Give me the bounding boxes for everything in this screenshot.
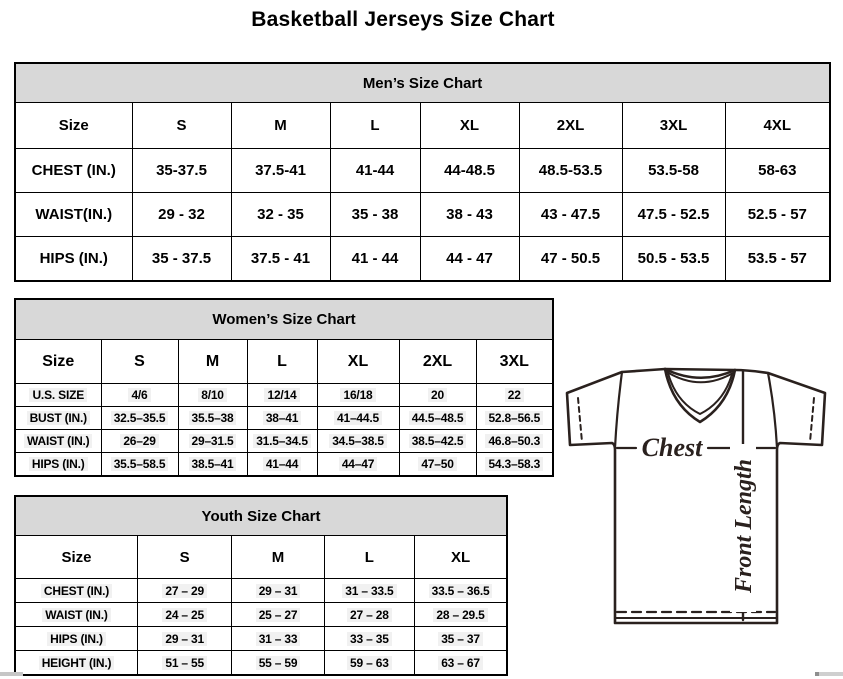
youth-size-table <box>14 495 508 676</box>
table-row <box>15 651 507 676</box>
row-label: HIPS (IN.) <box>15 627 137 651</box>
table-cell: 47 - 50.5 <box>519 237 622 282</box>
table-cell: 33 – 35 <box>324 627 414 651</box>
table-cell: 50.5 - 53.5 <box>622 237 725 282</box>
youth-table-title: Youth Size Chart <box>15 496 507 536</box>
column-header: Size <box>15 536 137 579</box>
column-header: XL <box>317 340 399 384</box>
table-cell: 41-44 <box>330 149 420 193</box>
table-cell: 41 - 44 <box>330 237 420 282</box>
table-row <box>15 496 507 536</box>
table-cell: 38.5–41 <box>178 453 247 477</box>
row-label: WAIST (IN.) <box>15 430 101 453</box>
table-cell: 8/10 <box>178 384 247 407</box>
column-header: M <box>231 103 330 149</box>
table-cell: 41–44 <box>247 453 317 477</box>
row-label: WAIST(IN.) <box>15 193 132 237</box>
table-cell: 58-63 <box>725 149 830 193</box>
table-cell: 47–50 <box>399 453 476 477</box>
jersey-measurement-diagram <box>556 358 843 672</box>
scrollbar-fragment-left[interactable] <box>0 672 23 676</box>
table-cell: 35.5–58.5 <box>101 453 178 477</box>
column-header: 4XL <box>725 103 830 149</box>
table-row <box>15 63 830 103</box>
table-cell: 33.5 – 36.5 <box>415 579 507 603</box>
table-cell: 29 – 31 <box>232 579 324 603</box>
column-header: L <box>330 103 420 149</box>
table-cell: 55 – 59 <box>232 651 324 676</box>
table-cell: 24 – 25 <box>137 603 231 627</box>
row-label: HIPS (IN.) <box>15 453 101 477</box>
column-header: M <box>178 340 247 384</box>
column-header: Size <box>15 340 101 384</box>
row-label: U.S. SIZE <box>15 384 101 407</box>
table-cell: 48.5-53.5 <box>519 149 622 193</box>
table-row <box>15 430 553 453</box>
table-cell: 16/18 <box>317 384 399 407</box>
row-label: BUST (IN.) <box>15 407 101 430</box>
row-label: HEIGHT (IN.) <box>15 651 137 676</box>
table-cell: 31.5–34.5 <box>247 430 317 453</box>
table-row <box>15 536 507 579</box>
row-label: WAIST (IN.) <box>15 603 137 627</box>
womens-size-table <box>14 298 554 477</box>
table-cell: 35.5–38 <box>178 407 247 430</box>
table-cell: 31 – 33 <box>232 627 324 651</box>
table-row <box>15 149 830 193</box>
column-header: S <box>132 103 231 149</box>
table-cell: 44-48.5 <box>420 149 519 193</box>
table-cell: 41–44.5 <box>317 407 399 430</box>
chest-label: Chest <box>641 433 703 462</box>
column-header: L <box>324 536 414 579</box>
table-cell: 38–41 <box>247 407 317 430</box>
table-cell: 35-37.5 <box>132 149 231 193</box>
womens-table-title: Women’s Size Chart <box>15 299 553 340</box>
table-cell: 46.8–50.3 <box>476 430 553 453</box>
row-label: CHEST (IN.) <box>15 579 137 603</box>
scrollbar-fragment-right[interactable] <box>819 672 843 676</box>
table-cell: 38.5–42.5 <box>399 430 476 453</box>
table-row <box>15 237 830 282</box>
column-header: S <box>101 340 178 384</box>
table-row <box>15 193 830 237</box>
column-header: XL <box>420 103 519 149</box>
column-header: 3XL <box>622 103 725 149</box>
column-header: L <box>247 340 317 384</box>
table-cell: 22 <box>476 384 553 407</box>
table-cell: 35 – 37 <box>415 627 507 651</box>
table-cell: 34.5–38.5 <box>317 430 399 453</box>
column-header: Size <box>15 103 132 149</box>
column-header: M <box>232 536 324 579</box>
table-row <box>15 603 507 627</box>
table-row <box>15 579 507 603</box>
table-row <box>15 340 553 384</box>
table-cell: 54.3–58.3 <box>476 453 553 477</box>
table-row <box>15 407 553 430</box>
table-cell: 37.5-41 <box>231 149 330 193</box>
table-cell: 31 – 33.5 <box>324 579 414 603</box>
table-cell: 43 - 47.5 <box>519 193 622 237</box>
table-cell: 38 - 43 <box>420 193 519 237</box>
column-header: XL <box>415 536 507 579</box>
table-cell: 29 - 32 <box>132 193 231 237</box>
table-cell: 29 – 31 <box>137 627 231 651</box>
table-cell: 44–47 <box>317 453 399 477</box>
table-cell: 12/14 <box>247 384 317 407</box>
table-cell: 53.5-58 <box>622 149 725 193</box>
mens-table-title: Men’s Size Chart <box>15 63 830 103</box>
table-cell: 32.5–35.5 <box>101 407 178 430</box>
mens-size-table <box>14 62 831 282</box>
table-cell: 32 - 35 <box>231 193 330 237</box>
table-cell: 63 – 67 <box>415 651 507 676</box>
table-row <box>15 103 830 149</box>
table-cell: 25 – 27 <box>232 603 324 627</box>
table-cell: 44 - 47 <box>420 237 519 282</box>
row-label: HIPS (IN.) <box>15 237 132 282</box>
table-cell: 52.8–56.5 <box>476 407 553 430</box>
table-cell: 51 – 55 <box>137 651 231 676</box>
table-cell: 29–31.5 <box>178 430 247 453</box>
front-length-label: Front Length <box>731 458 757 594</box>
table-row <box>15 627 507 651</box>
row-label: CHEST (IN.) <box>15 149 132 193</box>
table-cell: 27 – 29 <box>137 579 231 603</box>
column-header: S <box>137 536 231 579</box>
table-cell: 20 <box>399 384 476 407</box>
column-header: 3XL <box>476 340 553 384</box>
table-row <box>15 453 553 477</box>
table-cell: 37.5 - 41 <box>231 237 330 282</box>
table-cell: 35 - 38 <box>330 193 420 237</box>
table-row <box>15 384 553 407</box>
table-cell: 27 – 28 <box>324 603 414 627</box>
table-row <box>15 299 553 340</box>
table-cell: 26–29 <box>101 430 178 453</box>
table-cell: 52.5 - 57 <box>725 193 830 237</box>
table-cell: 35 - 37.5 <box>132 237 231 282</box>
table-cell: 28 – 29.5 <box>415 603 507 627</box>
table-cell: 47.5 - 52.5 <box>622 193 725 237</box>
column-header: 2XL <box>519 103 622 149</box>
table-cell: 59 – 63 <box>324 651 414 676</box>
table-cell: 53.5 - 57 <box>725 237 830 282</box>
table-cell: 44.5–48.5 <box>399 407 476 430</box>
table-cell: 4/6 <box>101 384 178 407</box>
jersey-outline-shape <box>567 369 825 623</box>
column-header: 2XL <box>399 340 476 384</box>
page-title: Basketball Jerseys Size Chart <box>251 8 555 31</box>
